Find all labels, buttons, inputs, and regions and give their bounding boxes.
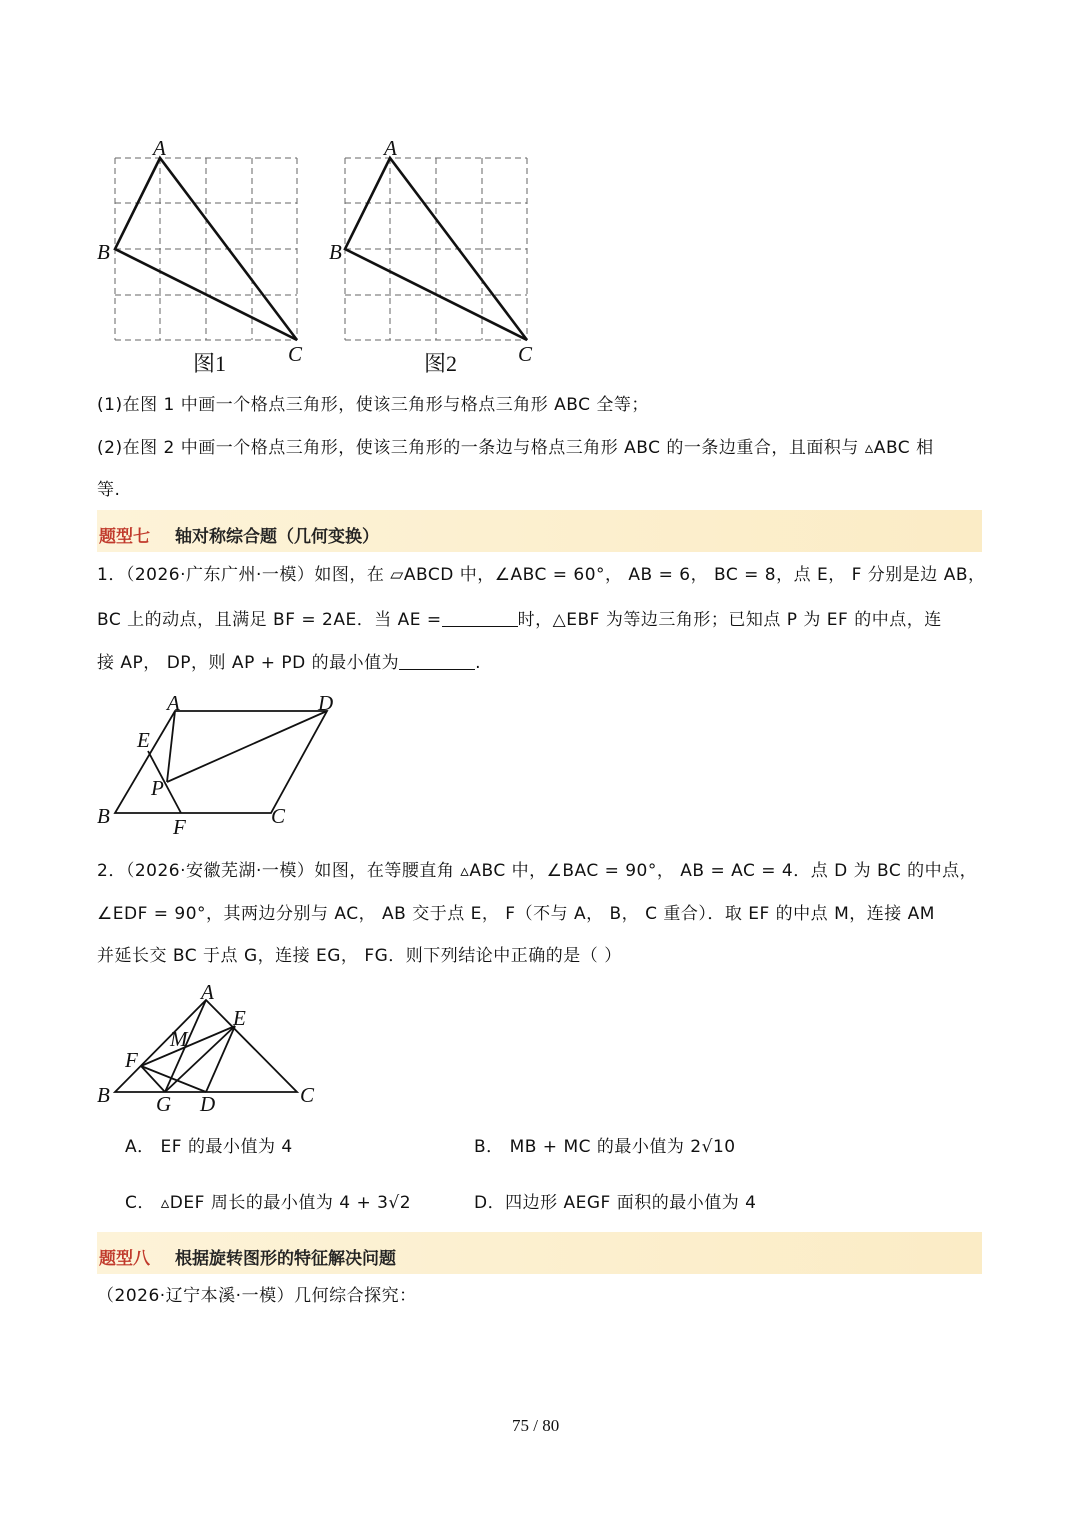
q1-answer-blank-1 — [442, 610, 518, 627]
fig1-label-a: A — [153, 136, 166, 160]
section7-title: 轴对称综合题（几何变换） — [175, 527, 379, 547]
q1-line2-b: 时，△EBF 为等边三角形；已知点 P 为 EF 的中点，连 — [517, 610, 942, 630]
fig1-caption: 图1 — [193, 351, 227, 376]
fig1-label-c: C — [288, 342, 303, 366]
q1-line2-a: BC 上的动点，且满足 BF = 2AE．当 AE = — [97, 610, 442, 630]
q3-intro: （2026·辽宁本溪·一模）几何综合探究： — [97, 1286, 417, 1306]
section7-header — [97, 510, 982, 552]
q2-label-d: D — [200, 1092, 216, 1116]
q2-label-f: F — [125, 1048, 138, 1072]
fig2-caption: 图2 — [424, 351, 458, 376]
q1-line2 — [97, 610, 942, 629]
q1-label-e: E — [137, 728, 150, 752]
q2-option-d: D．四边形 AEGF 面积的最小值为 4 — [474, 1193, 757, 1213]
q2-label-m: M — [170, 1027, 188, 1051]
q1-answer-blank-2 — [399, 653, 475, 670]
fig1-label-b: B — [97, 240, 110, 264]
q2-option-a: A． EF 的最小值为 4 — [125, 1137, 293, 1157]
q1-label-c: C — [271, 804, 286, 828]
q2-option-b: B． MB + MC 的最小值为 2√10 — [474, 1137, 736, 1157]
parallelogram-figure — [95, 685, 355, 835]
q2-label-g: G — [156, 1092, 172, 1116]
q1-label-a: A — [167, 691, 180, 715]
section7-tag: 题型七 — [99, 527, 150, 547]
problem-part2-line1: (2)在图 2 中画一个格点三角形，使该三角形的一条边与格点三角形 ABC 的一条边重合，且面积与 ▵ABC 相 — [97, 438, 934, 458]
q2-label-b: B — [97, 1083, 110, 1107]
q1-line3-a: 接 AP， DP，则 AP + PD 的最小值为 — [97, 653, 400, 673]
section8-tag: 题型八 — [99, 1249, 150, 1269]
q2-line1: 2．（2026·安徽芜湖·一模）如图，在等腰直角 ▵ABC 中，∠BAC = 90°， AB = AC = 4．点 D 为 BC 的中点， — [97, 861, 978, 881]
q2-line3: 并延长交 BC 于点 G，连接 EG， FG．则下列结论中正确的是（ ） — [97, 946, 622, 966]
problem-part2-line2: 等. — [97, 480, 121, 500]
section8-header — [97, 1232, 982, 1274]
q2-label-c: C — [300, 1083, 315, 1107]
q2-line2: ∠EDF = 90°，其两边分别与 AC， AB 交于点 E， F（不与 A， B， C 重合）．取 EF 的中点 M，连接 AM — [97, 904, 935, 924]
q1-line1: 1．（2026·广东广州·一模）如图，在 ▱ABCD 中，∠ABC = 60°， AB = 6， BC = 8，点 E， F 分别是边 AB， — [97, 565, 986, 585]
q1-label-d: D — [318, 691, 334, 715]
q2-label-a: A — [201, 980, 214, 1004]
grid-figure-1 — [95, 135, 320, 375]
q1-label-p: P — [151, 776, 164, 800]
grid-figure-2 — [325, 135, 550, 375]
q2-option-c: C． ▵DEF 周长的最小值为 4 + 3√2 — [125, 1193, 412, 1213]
section8-title: 根据旋转图形的特征解决问题 — [175, 1249, 396, 1269]
q1-label-b: B — [97, 804, 110, 828]
q1-line3-b: . — [475, 653, 482, 673]
q2-label-e: E — [233, 1006, 246, 1030]
fig2-label-b: B — [329, 240, 342, 264]
q1-label-f: F — [173, 815, 186, 839]
page-number: 75 / 80 — [512, 1416, 560, 1435]
q1-line3 — [97, 653, 481, 672]
fig2-label-a: A — [384, 136, 397, 160]
fig2-label-c: C — [518, 342, 533, 366]
problem-part1: (1)在图 1 中画一个格点三角形，使该三角形与格点三角形 ABC 全等； — [97, 395, 649, 415]
